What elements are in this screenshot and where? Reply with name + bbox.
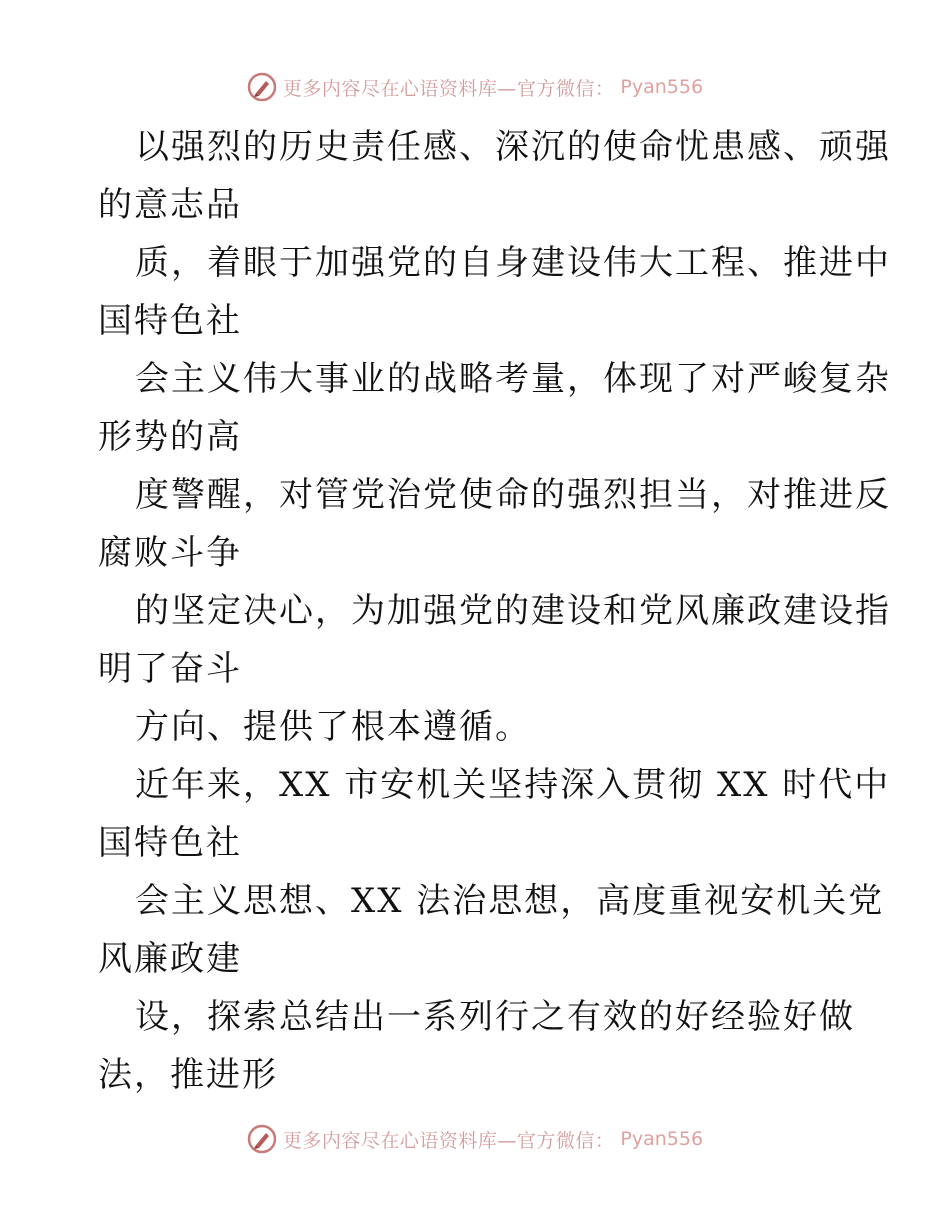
- pen-logo-icon: [247, 1124, 277, 1154]
- text-line: 的坚定决心，为加强党的建设和党风廉政建设指: [135, 591, 891, 631]
- header-watermark: [0, 72, 950, 102]
- header-watermark-text: 更多内容尽在心语资料库—官方微信：: [282, 77, 615, 100]
- document-body: [98, 118, 891, 1104]
- text-line: 会主义伟大事业的战略考量，体现了对严峻复杂: [135, 359, 891, 399]
- text-line: 腐败斗争: [98, 533, 242, 573]
- pen-logo-icon: [247, 72, 277, 102]
- text-line: 度警醒，对管党治党使命的强烈担当，对推进反: [135, 475, 891, 515]
- footer-watermark-id: Pyan556: [620, 1128, 704, 1150]
- text-line: 国特色社: [98, 301, 242, 341]
- text-line: 以强烈的历史责任感、深沉的使命忧患感、顽强: [135, 127, 891, 167]
- header-watermark-id: Pyan556: [620, 76, 704, 98]
- text-line: 法，推进形: [98, 1055, 278, 1095]
- text-line: 方向、提供了根本遵循。: [135, 707, 531, 747]
- text-line: 的意志品: [98, 185, 242, 225]
- text-line: 明了奋斗: [98, 649, 242, 689]
- footer-watermark-text: 更多内容尽在心语资料库—官方微信：: [282, 1129, 615, 1152]
- text-line: 会主义思想、XX 法治思想，高度重视安机关党: [135, 881, 885, 921]
- text-line: 形势的高: [98, 417, 242, 457]
- text-line: 近年来，XX 市安机关坚持深入贯彻 XX 时代中: [135, 765, 891, 805]
- text-line: 风廉政建: [98, 939, 242, 979]
- footer-watermark: [0, 1124, 950, 1154]
- text-line: 设，探索总结出一系列行之有效的好经验好做: [135, 997, 855, 1037]
- text-line: 国特色社: [98, 823, 242, 863]
- text-line: 质，着眼于加强党的自身建设伟大工程、推进中: [135, 243, 891, 283]
